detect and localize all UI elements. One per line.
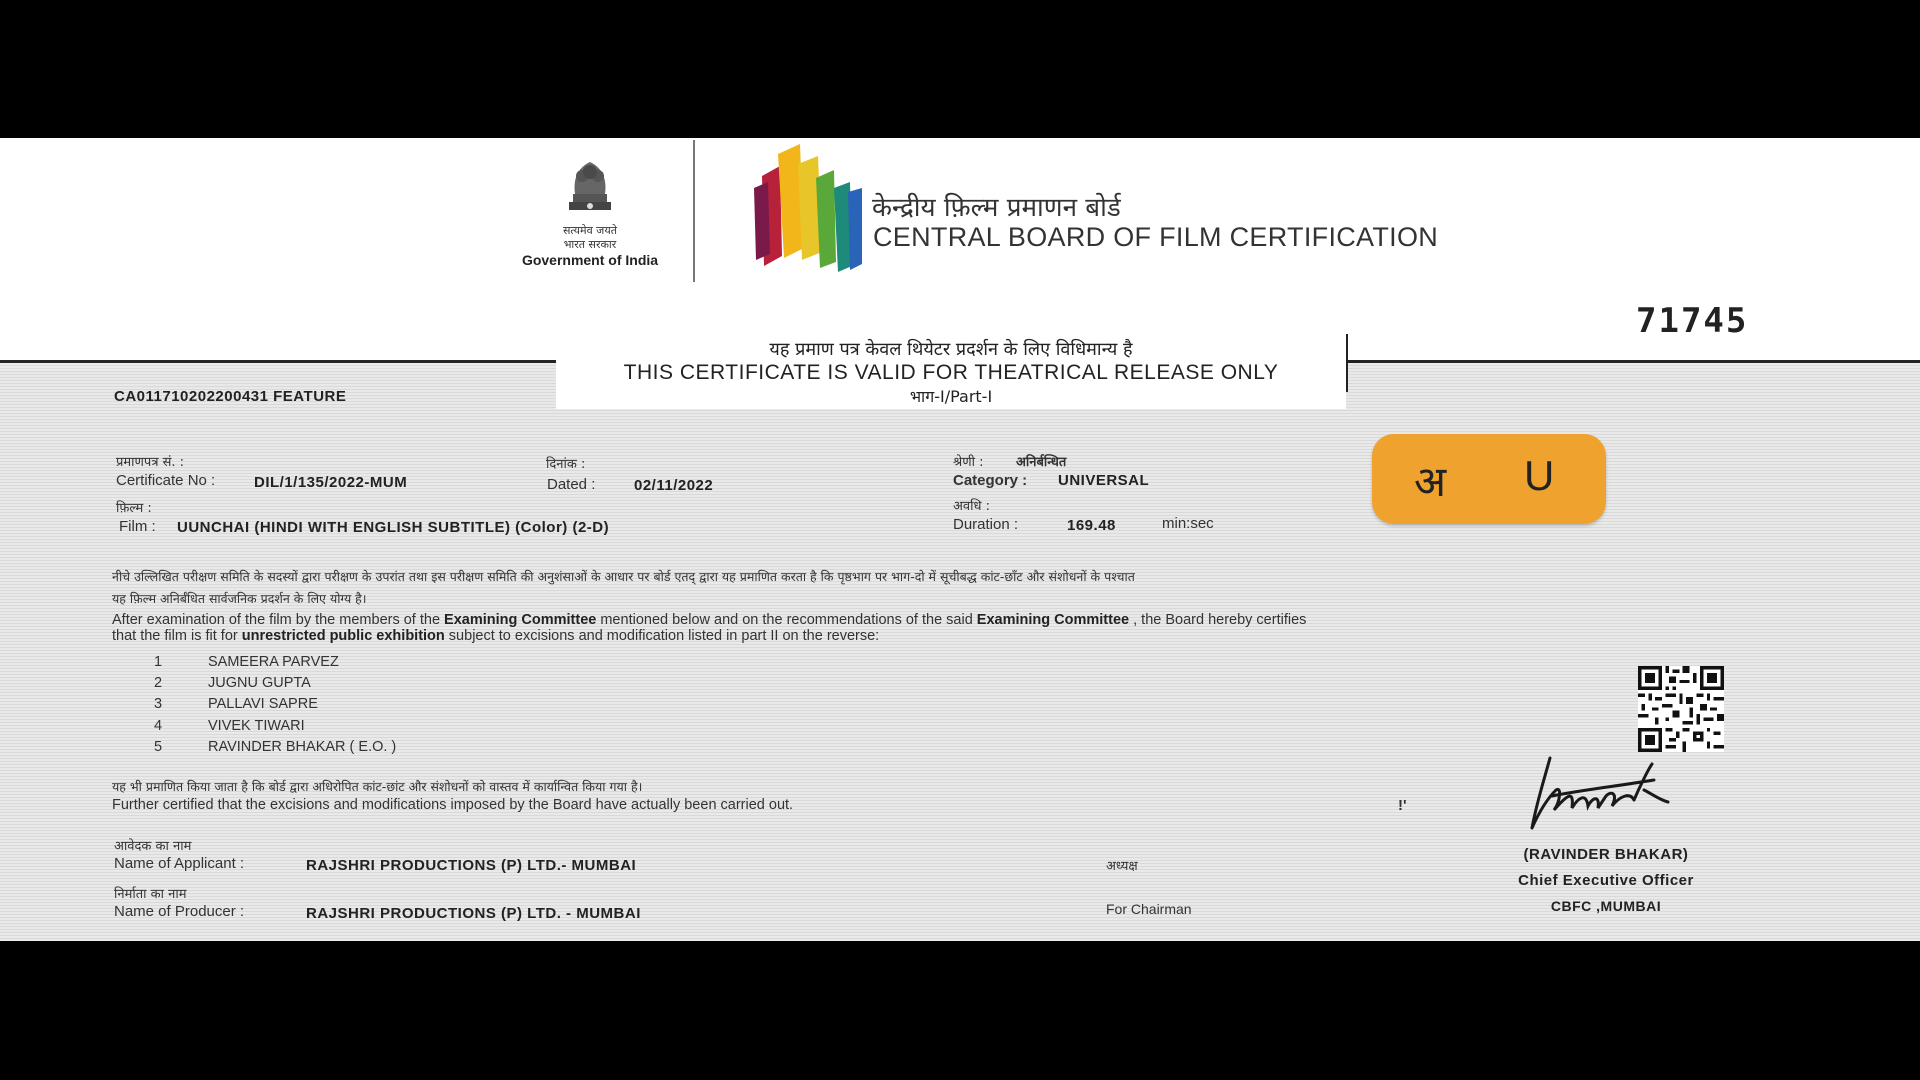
committee-member: PALLAVI SAPRE — [208, 696, 318, 712]
para-en-part-1: After examination of the film by the members of the — [112, 612, 445, 628]
committee-number: 4 — [154, 718, 163, 734]
emblem-gov-english: Government of India — [521, 252, 659, 268]
validity-english: THIS CERTIFICATE IS VALID FOR THEATRICAL RELEASE ONLY — [623, 361, 1279, 384]
committee-number: 3 — [154, 696, 163, 712]
applicant-value: RAJSHRI PRODUCTIONS (P) LTD.- MUMBAI — [306, 857, 637, 874]
category-label-hindi: श्रेणी : — [953, 455, 984, 470]
examining-committee-text: Examining Committee — [444, 612, 597, 628]
emblem-gov-hindi: भारत सरकार — [563, 238, 617, 251]
certification-para-hindi: नीचे उल्लिखित परीक्षण समिति के सदस्यों द्वारा परीक्षण के उपरांत तथा इस परीक्षण समिति की अनुशंसाओं के आधार पर बोर्ड एतद् द्वारा यह प्रमाणित करता है कि पृष्ठभाग पर भाग-दो में सूचीबद्ध कांट-छाँट और संशोधनों के पश्चात — [112, 569, 1135, 584]
cbfc-logo-icon — [748, 144, 864, 276]
duration-unit: min:sec — [1162, 515, 1214, 532]
further-certified-english: Further certified that the excisions and modifications imposed by the Board have actually been carried out. — [112, 797, 794, 813]
para-en-part-4: that the film is fit for — [112, 628, 242, 644]
category-value: UNIVERSAL — [1058, 472, 1150, 489]
committee-member: VIVEK TIWARI — [208, 718, 305, 734]
part-label: भाग-I/Part-I — [909, 387, 993, 406]
signatory-title: Chief Executive Officer — [1518, 872, 1694, 889]
producer-label: Name of Producer : — [114, 903, 245, 920]
applicant-label-hindi: आवेदक का नाम — [114, 839, 192, 854]
board-name-hindi: केन्द्रीय फ़िल्म प्रमाणन बोर्ड — [872, 193, 1121, 223]
certification-para-english-2 — [112, 628, 879, 644]
category-label: Category : — [953, 472, 1028, 489]
rating-letter-hindi: अ — [1414, 457, 1447, 506]
para-en-part-3: , the Board hereby certifies — [1129, 612, 1307, 628]
reference-number: CA011710202200431 FEATURE — [114, 388, 347, 405]
serial-number: 71745 — [1636, 301, 1749, 341]
certificate-no-label-hindi: प्रमाणपत्र सं. : — [116, 455, 185, 470]
certification-para-hindi-2: यह फ़िल्म अनिर्बंधित सार्वजनिक प्रदर्शन के लिए योग्य है। — [112, 591, 367, 606]
producer-label-hindi: निर्माता का नाम — [114, 887, 187, 902]
signatory-name: (RAVINDER BHAKAR) — [1523, 846, 1689, 863]
certification-para-english — [112, 612, 1306, 628]
committee-number: 5 — [154, 739, 163, 755]
duration-label-hindi: अवधि : — [953, 499, 991, 514]
film-label-hindi: फ़िल्म : — [116, 501, 152, 516]
signature-image — [1522, 750, 1702, 840]
chairman-label: For Chairman — [1106, 901, 1192, 917]
film-value: UUNCHAI (HINDI WITH ENGLISH SUBTITLE) (Color) (2-D) — [177, 519, 610, 536]
qr-code-icon — [1638, 666, 1724, 752]
certificate-document — [0, 138, 1920, 941]
examining-committee-text-2: Examining Committee — [976, 612, 1130, 628]
committee-member: SAMEERA PARVEZ — [208, 654, 339, 670]
ashoka-emblem-icon — [555, 150, 625, 220]
certificate-no-label: Certificate No : — [116, 472, 216, 489]
date-value: 02/11/2022 — [634, 477, 714, 494]
chairman-label-hindi: अध्यक्ष — [1106, 859, 1138, 874]
duration-value: 169.48 — [1067, 517, 1116, 534]
validity-notice — [556, 331, 1346, 409]
signatory-office: CBFC ,MUMBAI — [1550, 898, 1662, 914]
committee-number: 2 — [154, 675, 163, 691]
further-certified-hindi: यह भी प्रमाणित किया जाता है कि बोर्ड द्वारा अधिरोपित कांट-छांट और संशोधनों को वास्तव में कार्यान्वित किया गया है। — [112, 779, 643, 794]
stray-mark: !' — [1398, 797, 1407, 814]
date-label-hindi: दिनांक : — [546, 457, 586, 472]
applicant-label: Name of Applicant : — [114, 855, 245, 872]
header-divider — [693, 140, 695, 282]
left-rule — [0, 360, 558, 363]
right-rule — [1346, 360, 1920, 363]
unrestricted-text: unrestricted public exhibition — [241, 628, 445, 644]
committee-number: 1 — [154, 654, 163, 670]
duration-label: Duration : — [953, 516, 1019, 533]
producer-value: RAJSHRI PRODUCTIONS (P) LTD. - MUMBAI — [306, 905, 641, 922]
rating-letter: U — [1524, 452, 1555, 499]
committee-member: RAVINDER BHAKAR ( E.O. ) — [208, 739, 397, 755]
board-name-english: CENTRAL BOARD OF FILM CERTIFICATION — [873, 222, 1439, 252]
para-en-part-2: mentioned below and on the recommendations of the said — [596, 612, 977, 628]
date-label: Dated : — [547, 476, 596, 493]
validity-hindi: यह प्रमाण पत्र केवल थियेटर प्रदर्शन के लिए विधिमान्य है — [769, 339, 1133, 360]
certificate-no-value: DIL/1/135/2022-MUM — [254, 474, 408, 491]
emblem-motto: सत्यमेव जयते — [562, 224, 617, 237]
para-en-part-5: subject to excisions and modification listed in part II on the reverse: — [444, 628, 880, 644]
film-label: Film : — [119, 518, 156, 535]
national-emblem — [520, 150, 660, 290]
committee-member: JUGNU GUPTA — [208, 675, 311, 691]
rating-badge — [1372, 434, 1606, 524]
category-value-hindi: अनिर्बन्धित — [1016, 455, 1067, 470]
